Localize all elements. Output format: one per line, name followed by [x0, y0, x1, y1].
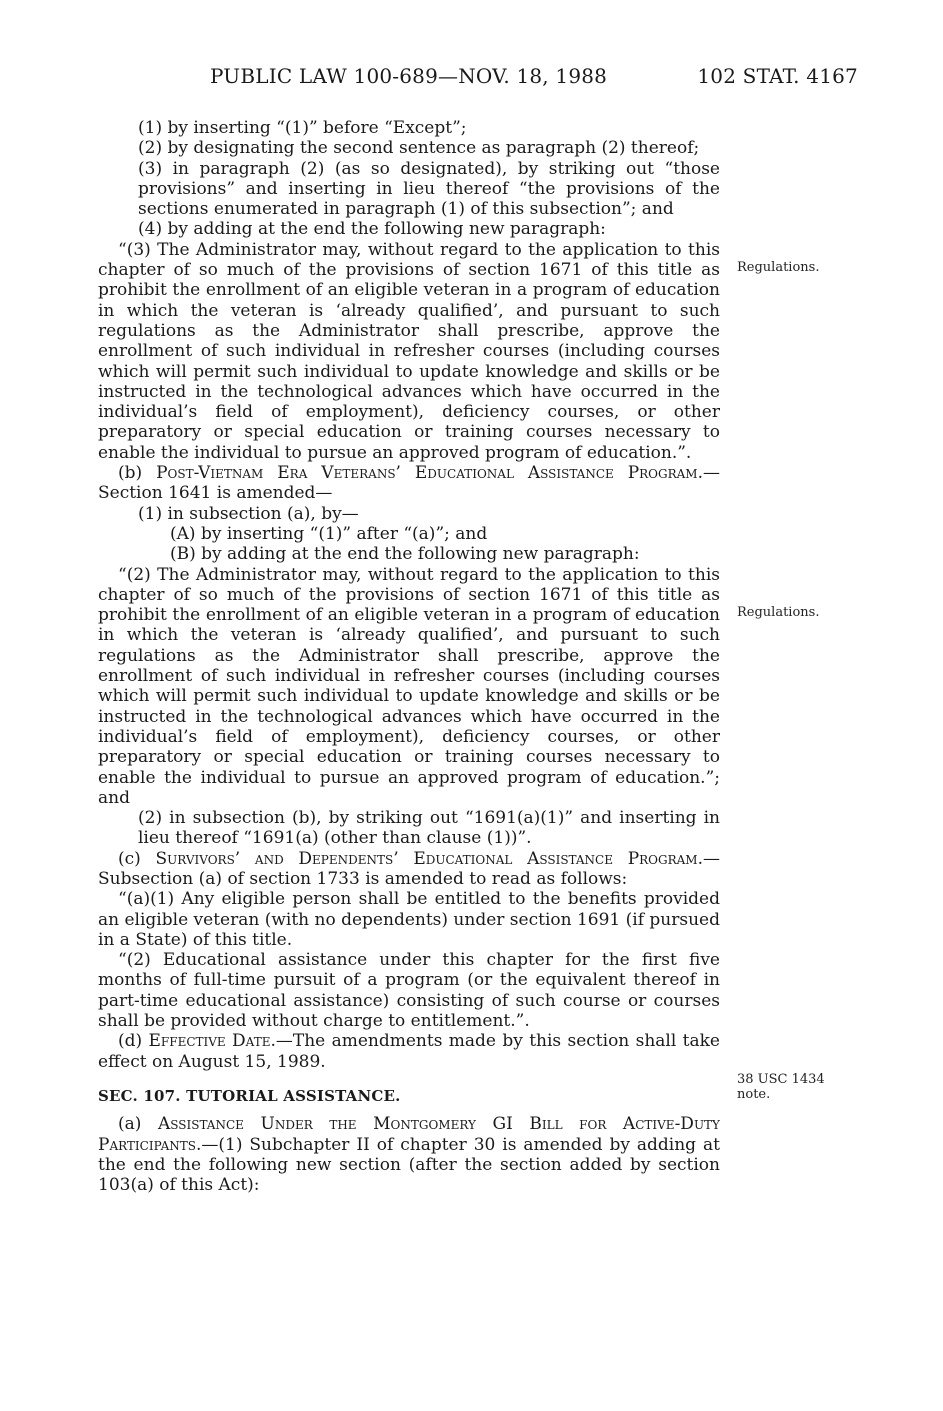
amendment-item-2: (2) by designating the second sentence as paragraph (2) thereof; — [138, 138, 700, 159]
running-header-stat: 102 STAT. 4167 — [697, 64, 858, 88]
quoted-paragraph-a1: “(a)(1) Any eligible person shall be entitled to the benefits provided an eligible veteran (with no dependents) under section 1691 (if pursued in a State) of this title. — [98, 889, 720, 950]
margin-note-usc-citation — [737, 1072, 825, 1102]
subsection-d — [98, 1031, 720, 1072]
margin-note-regulations-1: Regulations. — [737, 260, 820, 275]
subsection-b-item-1: (1) in subsection (a), by— — [138, 503, 359, 524]
subsection-b-heading: Post-Vietnam Era Veterans’ Educational Assistance Program. — [156, 463, 704, 484]
subsection-a-heading: Assistance Under the Montgomery GI Bill for Active-Duty Participants. — [98, 1114, 720, 1155]
subsection-b-text: —Section 1641 is amended— — [98, 463, 721, 504]
subsection-c-heading: Survivors’ and Dependents’ Educational Assistance Program. — [155, 848, 703, 869]
subsection-c — [98, 849, 720, 890]
amendment-item-4: (4) by adding at the end the following new paragraph: — [138, 219, 606, 240]
margin-note-regulations-2: Regulations. — [737, 605, 820, 620]
amendment-item-3: (3) in paragraph (2) (as so designated), by striking out “those provisions” and inserting in lieu thereof “the provisions of the sections enumerated in paragraph (1) of this subsection”; and — [138, 158, 720, 220]
subsection-b — [98, 463, 720, 504]
margin-note-usc-line-1: 38 USC 1434 — [737, 1072, 825, 1087]
subsection-a-label: (a) — [118, 1114, 158, 1135]
subsection-d-label: (d) — [118, 1031, 149, 1052]
running-header-title: PUBLIC LAW 100-689—NOV. 18, 1988 — [210, 64, 608, 88]
subsection-b-item-B: (B) by adding at the end the following new paragraph: — [170, 544, 640, 565]
subsection-d-text: —The amendments made by this section shall take effect on August 15, 1989. — [98, 1031, 720, 1072]
subsection-b-label: (b) — [118, 463, 157, 484]
margin-note-usc-line-2: note. — [737, 1087, 771, 1102]
quoted-paragraph-3: “(3) The Administrator may, without regard to the application to this chapter of so much of the provisions of section 1671 of this title as prohibit the enrollment of an eligible veteran in a program of education in which the veteran is ‘already qualified’, and pursuant to such regulations as the Administrator shall prescribe, approve the enrollment of such individual in refresher courses (including courses which will permit such individual to update knowledge and skills or be instructed in the technological advances which have occurred in the individual’s field of employment), deficiency courses, or other preparatory or special education or training courses necessary to enable the individual to pursue an approved program of education.”. — [98, 239, 720, 463]
amendment-item-1: (1) by inserting “(1)” before “Except”; — [138, 118, 467, 138]
quoted-paragraph-2: “(2) The Administrator may, without regard to the application to this chapter of so much of the provisions of section 1671 of this title as prohibit the enrollment of an eligible veteran in a program of education in which the veteran is ‘already qualified’, and pursuant to such regulations as the Administrator shall prescribe, approve the enrollment of such individual in refresher courses (including courses which will permit such individual to update knowledge and skills or be instructed in the technological advances which have occurred in the individual’s field of employment), deficiency courses, or other preparatory or special education or training courses necessary to enable the individual to pursue an approved program of education.”; and — [98, 564, 720, 808]
subsection-a-text: —(1) Subchapter II of chapter 30 is amended by adding at the end the following new section (after the section added by section 103(a) of this Act): — [98, 1134, 720, 1196]
document-body — [98, 118, 720, 1195]
subsection-c-text: —Subsection (a) of section 1733 is amended to read as follows: — [98, 848, 720, 889]
subsection-d-heading: Effective Date. — [148, 1031, 276, 1052]
section-107-heading: SEC. 107. TUTORIAL ASSISTANCE. — [98, 1086, 401, 1105]
subsection-b-item-2: (2) in subsection (b), by striking out “1691(a)(1)” and inserting in lieu thereof “1691(a) (other than clause (1))”. — [138, 808, 720, 849]
quoted-paragraph-a2: “(2) Educational assistance under this chapter for the first five months of full-time pursuit of a program (or the equivalent thereof in part-time educational assistance) consisting of such course or courses shall be provided without charge to entitlement.”. — [98, 950, 720, 1032]
subsection-b-item-A: (A) by inserting “(1)” after “(a)”; and — [170, 523, 488, 544]
subsection-c-label: (c) — [118, 848, 156, 869]
section-107-subsection-a — [98, 1114, 720, 1195]
